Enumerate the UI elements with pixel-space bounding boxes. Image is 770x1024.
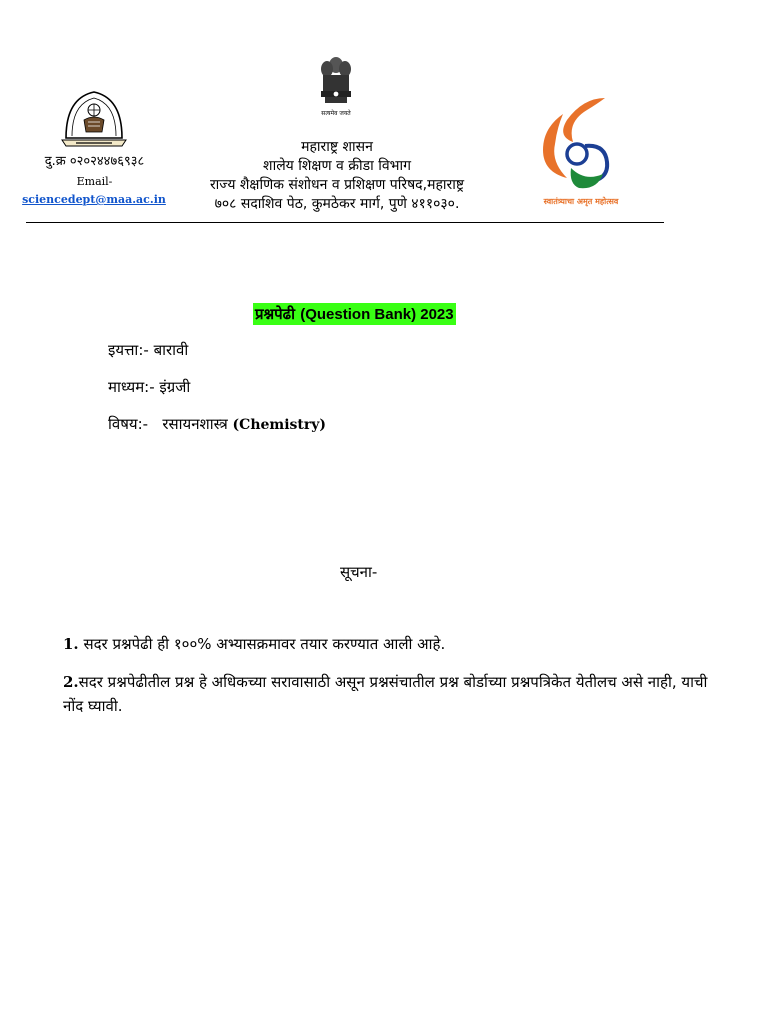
subject-line — [108, 414, 326, 434]
title-marathi: प्रश्नपेढी — [255, 305, 295, 323]
email-label: Email- — [76, 175, 113, 188]
amrit-mahotsav-logo-icon — [527, 92, 635, 210]
office-line-address: ७०८ सदाशिव पेठ, कुमठेकर मार्ग, पुणे ४११०३०. — [214, 196, 460, 212]
maharashtra-seal-icon — [58, 88, 130, 150]
subject-english: (Chemistry) — [232, 417, 327, 433]
right-logo-caption: स्वातंत्र्याचा अमृत महोत्सव — [543, 197, 619, 206]
email-link[interactable]: sciencedept@maa.ac.in — [22, 193, 166, 206]
phone-number: दु.क्र ०२०२४४७६९३८ — [44, 154, 145, 169]
class-line — [108, 340, 188, 360]
instruction-number: 2. — [63, 673, 79, 691]
office-line-state: महाराष्ट्र शासन — [301, 139, 373, 155]
instruction-text: सदर प्रश्नपेढीतील प्रश्न हे अधिकच्या सरावासाठी असून प्रश्नसंचातील प्रश्न बोर्डाच्या प्रश्नपत्रिकेत येतीलच असे नाही, याची नोंद घ्यावी. — [63, 673, 708, 715]
medium-label: माध्यम:- — [108, 378, 155, 396]
page-title — [253, 303, 456, 325]
title-english: (Question Bank) 2023 — [300, 306, 454, 323]
office-line-department: शालेय शिक्षण व क्रीडा विभाग — [263, 158, 411, 174]
instruction-text: सदर प्रश्नपेढी ही १००% अभ्यासक्रमावर तयार करण्यात आली आहे. — [83, 635, 446, 653]
emblem-caption: सत्यमेव जयते — [321, 110, 351, 117]
notice-heading: सूचना- — [340, 563, 378, 581]
subject-label: विषय:- — [108, 415, 149, 433]
class-value: बारावी — [153, 341, 189, 359]
instruction-number: 1. — [63, 635, 79, 653]
instruction-item — [63, 632, 728, 656]
ashoka-emblem-icon — [316, 55, 356, 123]
office-line-council: राज्य शैक्षणिक संशोधन व प्रशिक्षण परिषद,महाराष्ट्र — [209, 177, 465, 193]
medium-value: इंग्रजी — [159, 378, 191, 396]
subject-value: रसायनशास्त्र — [162, 415, 228, 433]
medium-line — [108, 377, 190, 397]
instruction-item — [63, 670, 728, 718]
class-label: इयत्ता:- — [108, 341, 149, 359]
header-divider — [26, 222, 664, 223]
